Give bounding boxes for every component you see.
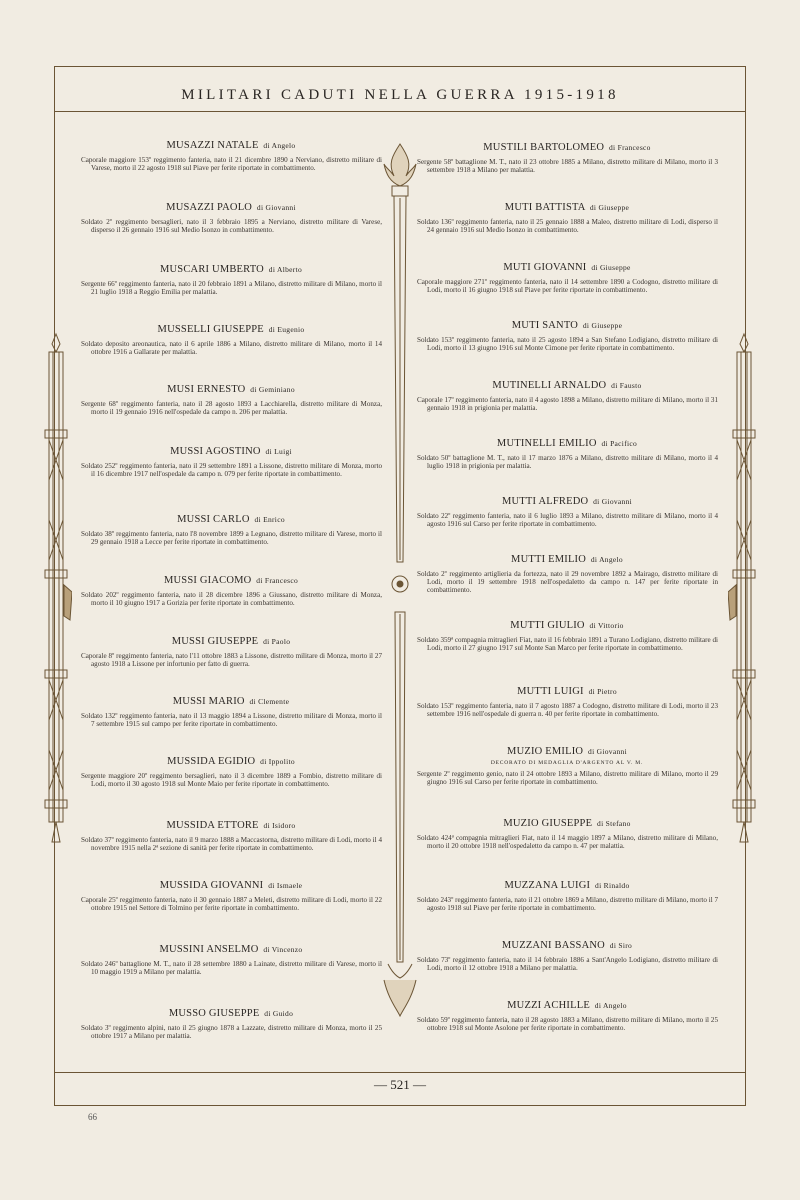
father-name: di Pacifico: [601, 439, 638, 448]
father-name: di Giovanni: [256, 203, 296, 212]
entry-description: Soldato 153º reggimento fanteria, nato il 7 agosto 1887 a Codogno, distretto militare di Lodi, morto il 23 settembre 1916 nell'ospedale di guerra n. 40 per ferite riportate in combattimento.: [417, 702, 718, 719]
entry-description: Soldato 3º reggimento alpini, nato il 25 giugno 1878 a Lazzate, distretto militare di Monza, morto il 25 ottobre 1917 a Milano per malattia.: [81, 1024, 382, 1041]
soldier-name: MUSSIDA ETTORE: [166, 820, 259, 831]
entry-description: Caporale 25º reggimento fanteria, nato il 30 gennaio 1887 a Meleti, distretto militare di Lodi, morto il 22 ottobre 1915 nel Settore di Tolmino per ferite riportate in combattimento.: [81, 896, 382, 913]
father-name: di Luigi: [265, 447, 292, 456]
soldier-name: MUSSIDA GIOVANNI: [159, 880, 264, 891]
list-item: [416, 142, 718, 174]
list-item: [80, 202, 382, 234]
soldier-name: MUTTI LUIGI: [517, 686, 584, 697]
father-name: di Clemente: [249, 697, 290, 706]
father-name: di Francesco: [609, 143, 651, 152]
father-name: di Isidoro: [263, 821, 296, 830]
decoration-note: DECORATO DI MEDAGLIA D'ARGENTO AL V. M.: [490, 760, 644, 766]
soldier-name: MUSI ERNESTO: [167, 384, 246, 395]
soldier-name: MUSTILI BARTOLOMEO: [483, 142, 605, 153]
list-item: [80, 636, 382, 668]
father-name: di Geminiano: [250, 385, 295, 394]
soldier-name: MUTINELLI ARNALDO: [492, 380, 607, 391]
father-name: di Stefano: [597, 819, 631, 828]
list-item: [416, 746, 718, 786]
soldier-name: MUTI SANTO: [511, 320, 579, 331]
list-item: [416, 940, 718, 972]
father-name: di Vincenzo: [263, 945, 303, 954]
list-item: [80, 264, 382, 296]
list-item: [416, 620, 718, 652]
soldier-name: MUSSI CARLO: [177, 514, 250, 525]
list-item: [80, 1008, 382, 1040]
entry-description: Soldato 2º reggimento bersaglieri, nato il 3 febbraio 1895 a Nerviano, distretto militare di Varese, disperso il 26 gennaio 1916 sul Medio Isonzo in combattimento.: [81, 218, 382, 235]
soldier-name: MUSSI GIACOMO: [163, 575, 252, 586]
list-item: [80, 140, 382, 172]
list-item: [416, 686, 718, 718]
father-name: di Angelo: [590, 555, 623, 564]
list-item: [416, 554, 718, 594]
list-item: [416, 1000, 718, 1032]
soldier-name: MUSSI GIUSEPPE: [171, 636, 259, 647]
soldier-name: MUSSIDA EGIDIO: [167, 756, 256, 767]
folio-number: 66: [88, 1112, 97, 1122]
list-item: [80, 696, 382, 728]
entry-description: Soldato 243º reggimento fanteria, nato il 21 ottobre 1869 a Milano, distretto militare di Milano, morto il 7 agosto 1918 sul Piave per ferite riportate in combattimento.: [417, 896, 718, 913]
entry-description: Sergente maggiore 20º reggimento bersaglieri, nato il 3 dicembre 1889 a Fombio, distretto militare di Lodi, morto il 30 agosto 1918 sul Monte Maio per ferite riportate in combattimento.: [81, 772, 382, 789]
entry-description: Soldato 38º reggimento fanteria, nato l'8 novembre 1899 a Legnano, distretto militare di Varese, morto il 29 gennaio 1918 a Lecce per ferite riportate in combattimento.: [81, 530, 382, 547]
father-name: di Siro: [609, 941, 633, 950]
list-item: [80, 944, 382, 976]
father-name: di Ippolito: [260, 757, 295, 766]
entry-description: Sergente 58º battaglione M. T., nato il 23 ottobre 1885 a Milano, distretto militare di Milano, morto il 3 settembre 1918 a Milano per malattia.: [417, 158, 718, 175]
page-title: MILITARI CADUTI NELLA GUERRA 1915-1918: [181, 86, 619, 103]
entry-description: Soldato 22º reggimento fanteria, nato il 6 luglio 1893 a Milano, distretto militare di Milano, morto il 4 agosto 1916 sul Carso per ferite riportate in combattimento.: [417, 512, 718, 529]
list-item: [416, 818, 718, 850]
father-name: di Angelo: [263, 141, 296, 150]
soldier-name: MUSCARI UMBERTO: [159, 264, 264, 275]
soldier-name: MUZZANA LUIGI: [504, 880, 591, 891]
list-item: [416, 496, 718, 528]
father-name: di Pietro: [588, 687, 617, 696]
list-item: [80, 820, 382, 852]
entry-description: Soldato 59º reggimento fanteria, nato il 28 agosto 1883 a Milano, distretto militare di Milano, morto il 25 ottobre 1918 sul Monte Asolone per ferite riportate in combattimento.: [417, 1016, 718, 1033]
list-item: [80, 514, 382, 546]
left-fasces-ornament: [40, 330, 72, 850]
entry-description: Soldato 37º reggimento fanteria, nato il 9 marzo 1888 a Maccastorna, distretto militare di Lodi, morto il 4 novembre 1915 nella 2ª sezione di sanità per ferite riportate in combattimento.: [81, 836, 382, 853]
father-name: di Vittorio: [589, 621, 624, 630]
footer-rule: [55, 1072, 745, 1073]
entry-description: Caporale 8º reggimento fanteria, nato l'11 ottobre 1883 a Lissone, distretto militare di Monza, morto il 27 agosto 1918 a Lissone per infortunio per fatto di guerra.: [81, 652, 382, 669]
page-header: [55, 67, 745, 112]
entry-description: Soldato 73º reggimento fanteria, nato il 14 febbraio 1886 a Sant'Angelo Lodigiano, distretto militare di Lodi, morto il 12 ottobre 1918 a Milano per malattia.: [417, 956, 718, 973]
list-item: [416, 262, 718, 294]
entry-description: Soldato 359ª compagnia mitraglieri Fiat, nato il 16 febbraio 1891 a Turano Lodigiano, distretto militare di Lodi, morto il 27 giugno 1917 sul Monte San Marco per ferite riportate in combattimento.: [417, 636, 718, 653]
list-item: [80, 324, 382, 356]
father-name: di Ismaele: [268, 881, 303, 890]
entry-description: Soldato 2º reggimento artiglieria da fortezza, nato il 29 novembre 1892 a Mairago, distretto militare di Lodi, morto il 19 settembre 1918 nell'ospedaletto da campo n. 147 per ferite riportate in combattimento.: [417, 570, 718, 595]
page-number: — 521 —: [374, 1077, 426, 1092]
father-name: di Fausto: [611, 381, 642, 390]
soldier-name: MUTTI EMILIO: [511, 554, 587, 565]
father-name: di Giovanni: [593, 497, 633, 506]
father-name: di Eugenio: [268, 325, 305, 334]
entry-description: Caporale maggiore 271º reggimento fanteria, nato il 14 settembre 1890 a Codogno, distretto militare di Lodi, morto il 16 giugno 1918 sul Piave per ferite riportate in combattimento.: [417, 278, 718, 295]
soldier-name: MUTTI GIULIO: [510, 620, 585, 631]
right-fasces-ornament: [728, 330, 760, 850]
list-item: [80, 384, 382, 416]
entry-description: Caporale 17º reggimento fanteria, nato il 4 agosto 1898 a Milano, distretto militare di Milano, morto il 31 gennaio 1918 in prigionia per malattia.: [417, 396, 718, 413]
soldier-name: MUSSELLI GIUSEPPE: [157, 324, 264, 335]
father-name: di Alberto: [268, 265, 303, 274]
father-name: di Giuseppe: [591, 263, 631, 272]
father-name: di Enrico: [254, 515, 285, 524]
entry-description: Soldato 202º reggimento fanteria, nato il 28 dicembre 1896 a Giussano, distretto militare di Monza, morto il 10 giugno 1917 a Gorizia per ferite riportate in combattimento.: [81, 591, 382, 608]
entry-description: Sergente 2º reggimento genio, nato il 24 ottobre 1893 a Milano, distretto militare di Milano, morto il 29 giugno 1916 sul Carso per ferite riportate in combattimento.: [417, 770, 718, 787]
entry-description: Soldato 252º reggimento fanteria, nato il 29 settembre 1891 a Lissone, distretto militare di Monza, morto il 16 dicembre 1917 nell'ospedale da campo n. 079 per ferite riportate in combattimento.: [81, 462, 382, 479]
list-item: [80, 756, 382, 788]
list-item: [80, 446, 382, 478]
soldier-name: MUTI BATTISTA: [504, 202, 586, 213]
list-item: [416, 880, 718, 912]
entry-description: Soldato 50º battaglione M. T., nato il 17 marzo 1876 a Milano, distretto militare di Milano, morto il 4 luglio 1918 in prigionia per malattia.: [417, 454, 718, 471]
entry-description: Caporale maggiore 153º reggimento fanteria, nato il 21 dicembre 1890 a Nerviano, distretto militare di Varese, morto il 22 agosto 1918 sul Piave per ferite riportate in combattimento.: [81, 156, 382, 173]
soldier-name: MUZZI ACHILLE: [507, 1000, 590, 1011]
soldier-name: MUZIO GIUSEPPE: [503, 818, 593, 829]
list-item: [80, 575, 382, 607]
soldier-name: MUSSI MARIO: [172, 696, 245, 707]
soldier-name: MUSAZZI NATALE: [166, 140, 259, 151]
entry-description: Sergente 66º reggimento fanteria, nato il 20 febbraio 1891 a Milano, distretto militare di Milano, morto il 21 luglio 1918 a Reggio Emilia per malattia.: [81, 280, 382, 297]
list-item: [416, 202, 718, 234]
soldier-name: MUZIO EMILIO: [507, 746, 584, 757]
father-name: di Francesco: [256, 576, 299, 585]
soldier-name: MUTI GIOVANNI: [503, 262, 587, 273]
father-name: di Giuseppe: [589, 203, 630, 212]
soldier-name: MUSSINI ANSELMO: [159, 944, 259, 955]
soldier-name: MUSAZZI PAOLO: [166, 202, 253, 213]
entry-description: Soldato 136º reggimento fanteria, nato il 25 gennaio 1888 a Maleo, distretto militare di Lodi, disperso il 24 gennaio 1916 sul Medio Isonzo in combattimento.: [417, 218, 718, 235]
father-name: di Angelo: [594, 1001, 627, 1010]
soldier-name: MUSSI AGOSTINO: [170, 446, 261, 457]
entry-description: Soldato 246º battaglione M. T., nato il 28 settembre 1880 a Lainate, distretto militare di Varese, morto il 10 maggio 1919 a Milano per malattia.: [81, 960, 382, 977]
entry-description: Soldato 132º reggimento fanteria, nato il 13 maggio 1894 a Lissone, distretto militare di Monza, morto il 7 settembre 1915 sul campo per ferite riportate in combattimento.: [81, 712, 382, 729]
soldier-name: MUSSO GIUSEPPE: [168, 1008, 260, 1019]
father-name: di Rinaldo: [595, 881, 630, 890]
entry-description: Soldato 153º reggimento fanteria, nato il 25 agosto 1894 a San Stefano Lodigiano, distretto militare di Lodi, morto il 13 giugno 1916 sul Monte Cimone per ferite riportate in combattimento.: [417, 336, 718, 353]
soldier-name: MUTINELLI EMILIO: [496, 438, 597, 449]
father-name: di Giuseppe: [582, 321, 623, 330]
list-item: [416, 438, 718, 470]
entry-description: Sergente 68º reggimento fanteria, nato il 28 agosto 1893 a Lacchiarella, distretto militare di Monza, morto il 19 gennaio 1916 nell'ospedale da campo n. 206 per malattia.: [81, 400, 382, 417]
entry-description: Soldato deposito areonautica, nato il 6 aprile 1886 a Milano, distretto militare di Milano, morto il 14 ottobre 1916 a Gallarate per malattia.: [81, 340, 382, 357]
list-item: [416, 380, 718, 412]
father-name: di Guido: [264, 1009, 294, 1018]
soldier-name: MUZZANI BASSANO: [501, 940, 605, 951]
entry-description: Soldato 424ª compagnia mitraglieri Fiat, nato il 14 maggio 1897 a Milano, distretto militare di Milano, morto il 20 ottobre 1918 nell'ospedaletto da campo n. 47 per malattia.: [417, 834, 718, 851]
list-item: [416, 320, 718, 352]
father-name: di Giovanni: [588, 747, 627, 756]
soldier-name: MUTTI ALFREDO: [501, 496, 589, 507]
list-item: [80, 880, 382, 912]
father-name: di Paolo: [263, 637, 291, 646]
